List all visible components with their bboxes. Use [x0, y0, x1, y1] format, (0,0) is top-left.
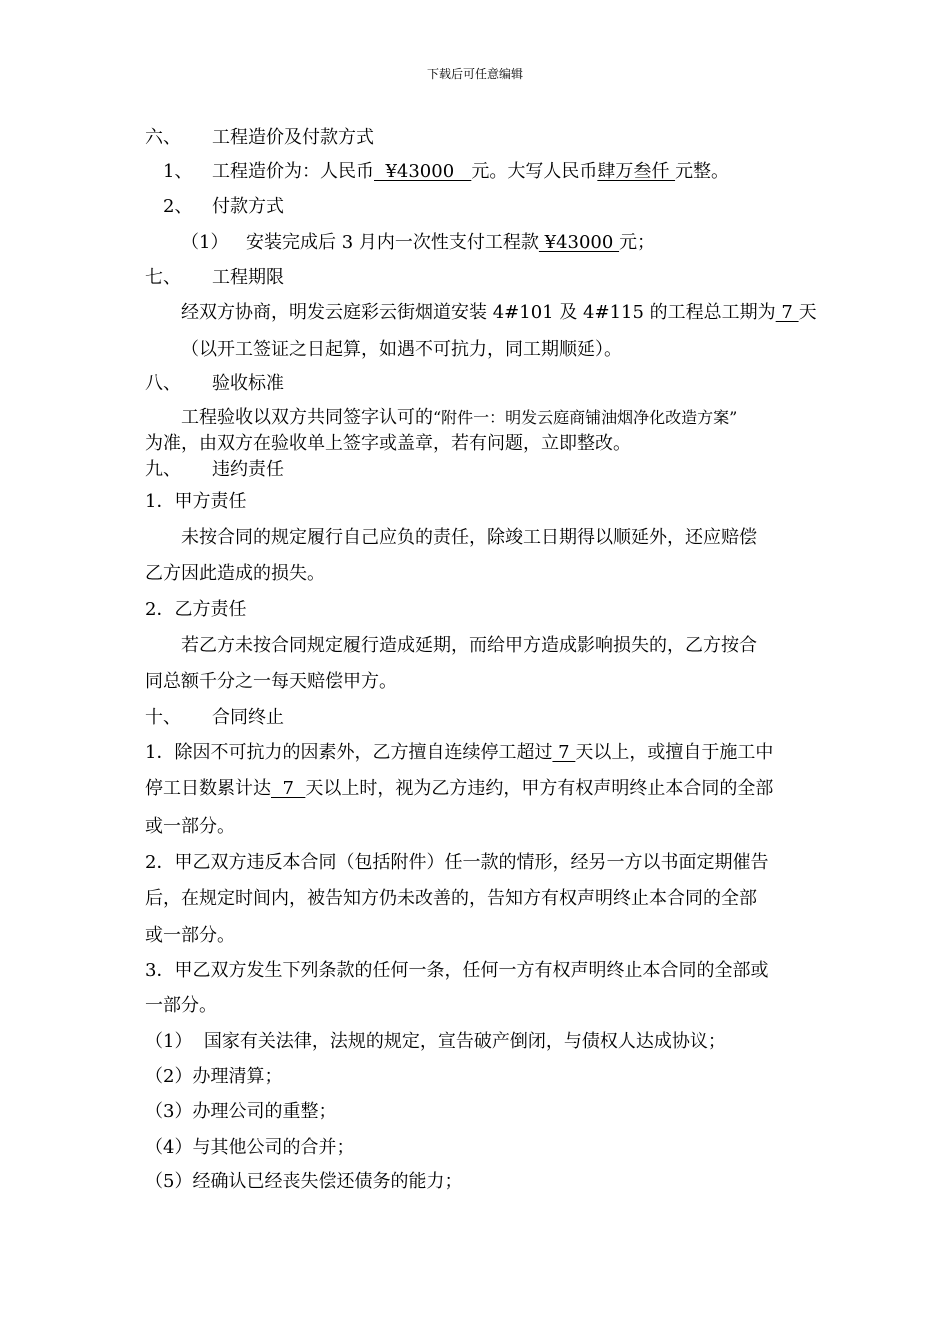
section-6-number: 六、: [145, 127, 181, 148]
cost-amount: ¥43000: [374, 161, 472, 182]
payment-amount: ¥43000: [538, 232, 620, 253]
acceptance-attachment: “附件一：明发云庭商铺油烟净化改造方案”: [433, 408, 738, 427]
duration-days: 7: [775, 302, 799, 323]
termination-1-line-2-suffix: 天以上时，视为乙方违约，甲方有权声明终止本合同的全部: [305, 778, 774, 799]
acceptance-line-1: [181, 406, 737, 430]
section-7-title: 工程期限: [212, 267, 284, 288]
section-7-number: 七、: [145, 267, 181, 288]
party-b-title: 2．乙方责任: [145, 599, 247, 620]
cost-prefix: 工程造价为：人民币: [212, 161, 374, 182]
section-10-number: 十、: [145, 707, 181, 728]
section-9-number: 九、: [145, 459, 181, 480]
termination-2-line-3: 或一部分。: [145, 925, 235, 946]
termination-3-line-1: 3．甲乙双方发生下列条款的任何一条，任何一方有权声明终止本合同的全部或: [145, 960, 769, 981]
duration-prefix: 经双方协商，明发云庭彩云街烟道安装 4#101 及 4#115 的工程总工期为: [181, 302, 776, 323]
item-6-2-1-number: （1）: [181, 232, 229, 253]
duration-suffix: 天: [798, 302, 817, 323]
acceptance-text: 工程验收以双方共同签字认可的: [181, 407, 433, 428]
section-10-title: 合同终止: [212, 707, 284, 728]
item-6-1-number: 1、: [163, 161, 193, 182]
cost-amount-words: 肆万叁仟: [597, 161, 676, 182]
item-6-2-1-line: [246, 231, 655, 255]
party-b-line-2: 同总额千分之一每天赔偿甲方。: [145, 671, 397, 692]
duration-line-1: [181, 301, 817, 325]
party-a-line-2: 乙方因此造成的损失。: [145, 563, 325, 584]
termination-1-line-1: [145, 741, 773, 765]
party-b-line-1: 若乙方未按合同规定履行造成延期，而给甲方造成影响损失的，乙方按合: [181, 635, 757, 656]
termination-1-suffix: 天以上，或擅自于施工中: [575, 742, 774, 763]
termination-3-item-3: （3）办理公司的重整；: [145, 1101, 337, 1122]
termination-3-item-2: （2）办理清算；: [145, 1066, 283, 1087]
item-6-1-line: [212, 160, 729, 184]
payment-prefix: 安装完成后 3 月内一次性支付工程款: [246, 232, 539, 253]
section-9-title: 违约责任: [212, 459, 284, 480]
termination-3-item-5: （5）经确认已经丧失偿还债务的能力；: [145, 1171, 463, 1192]
item-6-2-number: 2、: [163, 196, 193, 217]
item-6-2-text: 付款方式: [212, 196, 284, 217]
party-a-title: 1．甲方责任: [145, 491, 247, 512]
termination-1-line-2-prefix: 停工日数累计达: [145, 778, 271, 799]
cost-suffix: 元整。: [675, 161, 730, 182]
payment-suffix: 元；: [619, 232, 656, 253]
section-8-title: 验收标准: [212, 373, 284, 394]
termination-3-line-2: 一部分。: [145, 995, 217, 1016]
termination-1-days: 7: [552, 742, 576, 763]
section-8-number: 八、: [145, 373, 181, 394]
termination-3-item-1: （1） 国家有关法律，法规的规定，宣告破产倒闭，与债权人达成协议；: [145, 1031, 726, 1052]
page-header-note: 下载后可任意编辑: [426, 67, 523, 81]
duration-line-2: （以开工签证之日起算，如遇不可抗力，同工期顺延）。: [181, 339, 622, 360]
termination-1-line-2: [145, 777, 773, 801]
termination-3-item-4: （4）与其他公司的合并；: [145, 1137, 355, 1158]
cost-middle: 元。大写人民币: [471, 161, 598, 182]
termination-2-line-1: 2．甲乙双方违反本合同（包括附件）任一款的情形，经另一方以书面定期催告: [145, 852, 769, 873]
termination-1-cumulative-days: 7: [271, 778, 306, 799]
acceptance-line-2: 为准，由双方在验收单上签字或盖章，若有问题，立即整改。: [145, 433, 631, 454]
termination-2-line-2: 后，在规定时间内，被告知方仍未改善的，告知方有权声明终止本合同的全部: [145, 888, 757, 909]
party-a-line-1: 未按合同的规定履行自己应负的责任，除竣工日期得以顺延外，还应赔偿: [181, 527, 757, 548]
section-6-title: 工程造价及付款方式: [212, 127, 374, 148]
termination-1-prefix: 1．除因不可抗力的因素外，乙方擅自连续停工超过: [145, 742, 553, 763]
termination-1-line-3: 或一部分。: [145, 816, 235, 837]
